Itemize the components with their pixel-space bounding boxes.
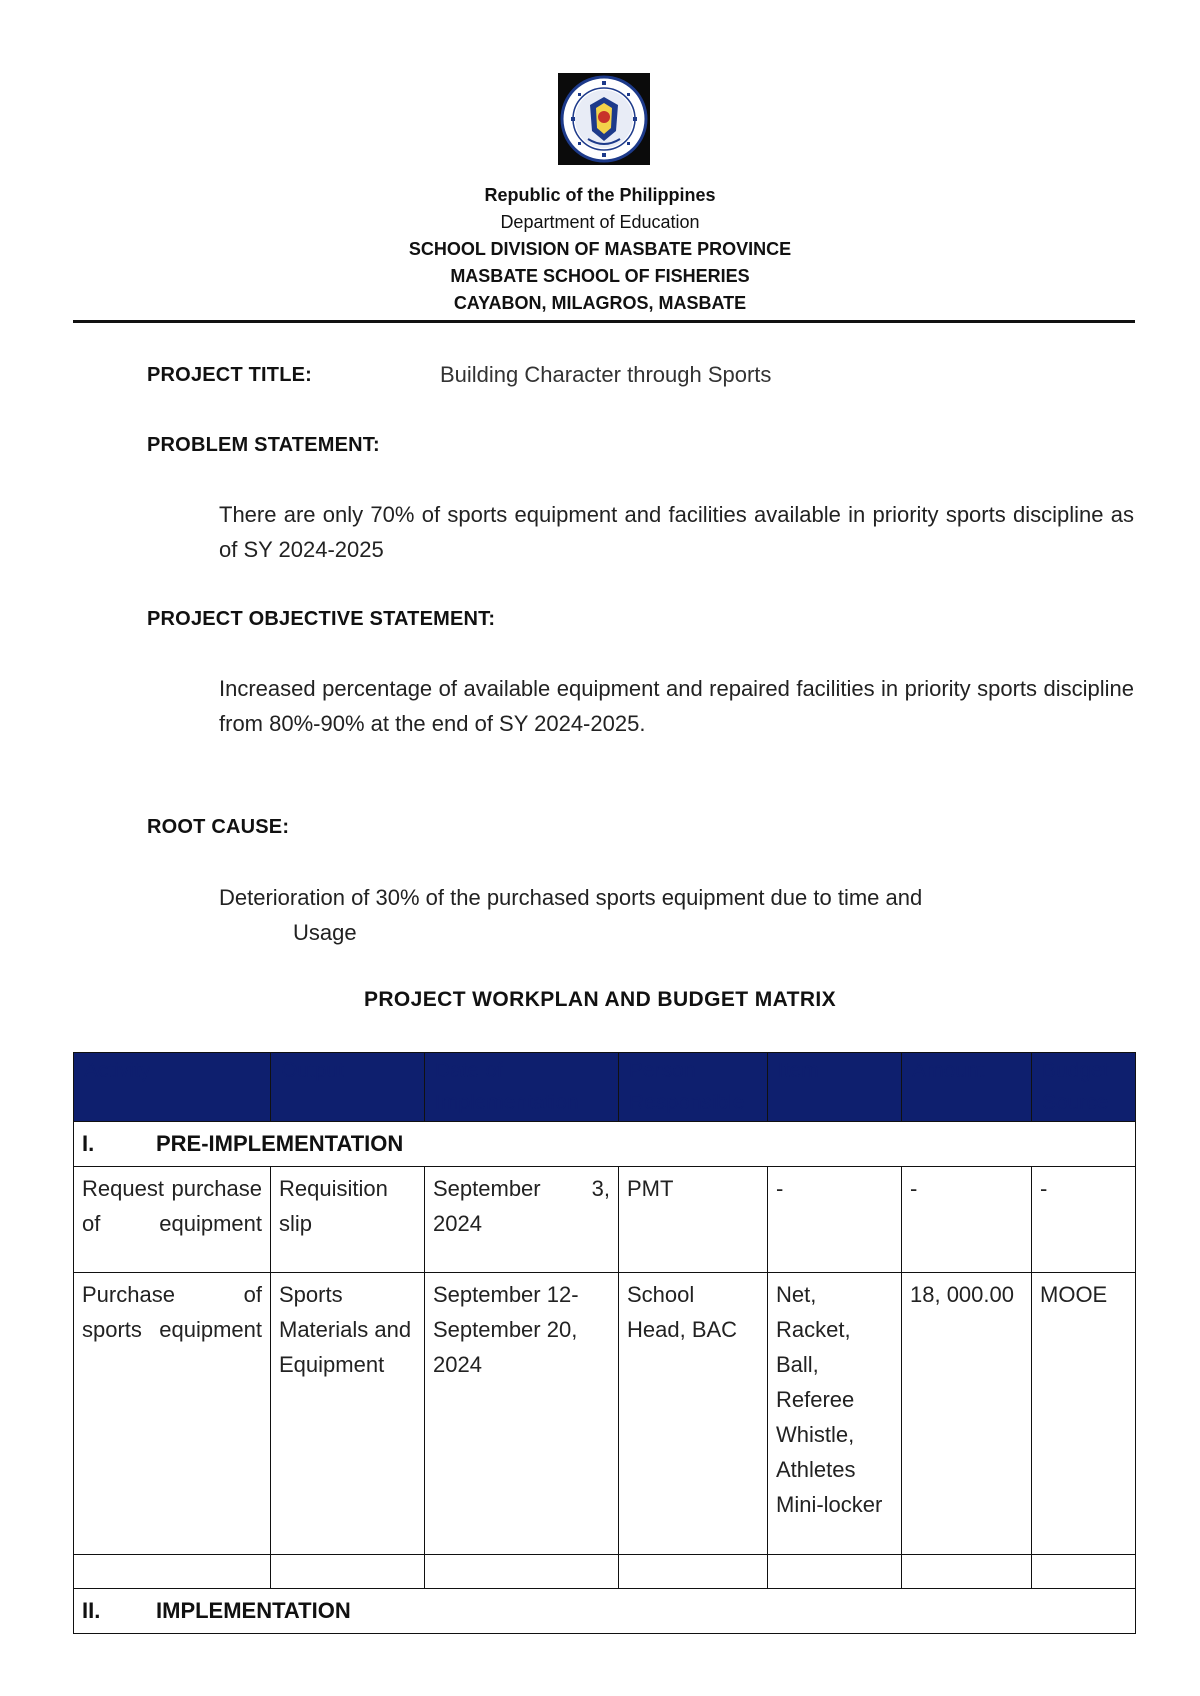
- cell-empty: [74, 1555, 271, 1589]
- root-cause-line1: Deterioration of 30% of the purchased sports equipment due to time and: [219, 885, 923, 910]
- header-country: Republic of the Philippines: [484, 185, 716, 205]
- objective-label: PROJECT OBJECTIVE STATEMENT:: [147, 608, 496, 630]
- section-implementation: [74, 1589, 1136, 1634]
- cell-item: Net, Racket, Ball, Referee Whistle, Athletes Mini-locker: [768, 1273, 902, 1555]
- cell-person: School Head, BAC: [619, 1273, 768, 1555]
- header-department: Department of Education: [500, 212, 700, 232]
- problem-statement-text: There are only 70% of sports equipment and facilities available in priority sports discipline as of SY 2024-2025: [219, 502, 1134, 562]
- section-label: PRE-IMPLEMENTATION: [156, 1131, 404, 1156]
- section-number: II.: [82, 1598, 101, 1623]
- table-row: [74, 1273, 1136, 1555]
- cell-empty: [271, 1555, 425, 1589]
- header-address: CAYABON, MILAGROS, MASBATE: [453, 293, 747, 313]
- project-title-value: Building Character through Sports: [440, 362, 772, 387]
- section-number: I.: [82, 1131, 95, 1156]
- header-person: Person Responsible: [619, 1053, 768, 1122]
- workplan-budget-table: [73, 1052, 1136, 1634]
- cell-item: -: [768, 1167, 902, 1273]
- header-school: MASBATE SCHOOL OF FISHERIES: [450, 266, 750, 286]
- cell-activity: Request purchase of equipment: [74, 1167, 271, 1273]
- matrix-title: PROJECT WORKPLAN AND BUDGET MATRIX: [363, 988, 837, 1011]
- problem-statement-label: PROBLEM STATEMENT:: [147, 434, 380, 456]
- table-header-row: [74, 1053, 1136, 1122]
- root-cause-label: ROOT CAUSE:: [147, 816, 290, 838]
- header-divider: [73, 320, 1135, 323]
- seal-icon: [558, 73, 650, 165]
- document-header: [0, 182, 1200, 317]
- section-row: [74, 1589, 1136, 1634]
- cell-person: PMT: [619, 1167, 768, 1273]
- cell-output: Requisition slip: [271, 1167, 425, 1273]
- cell-activity: Purchase of sports equipment: [74, 1273, 271, 1555]
- section-label: IMPLEMENTATION: [156, 1598, 351, 1623]
- cell-empty: [768, 1555, 902, 1589]
- cell-date: September 3, 2024: [425, 1167, 619, 1273]
- root-cause-text: [219, 880, 1099, 950]
- section-row: [74, 1122, 1136, 1167]
- section-pre-implementation: [74, 1122, 1136, 1167]
- table-row: [74, 1167, 1136, 1273]
- header-item: Item: [768, 1053, 902, 1122]
- header-amount: Amount: [902, 1053, 1032, 1122]
- header-date: Date of Implementation: [425, 1053, 619, 1122]
- deped-seal: [558, 73, 650, 165]
- cell-amount: -: [902, 1167, 1032, 1273]
- cell-amount: 18, 000.00: [902, 1273, 1032, 1555]
- header-division: SCHOOL DIVISION OF MASBATE PROVINCE: [408, 239, 792, 259]
- cell-output: Sports Materials and Equipment: [271, 1273, 425, 1555]
- cell-empty: [425, 1555, 619, 1589]
- project-title-label: PROJECT TITLE:: [147, 364, 313, 386]
- header-output: Output: [271, 1053, 425, 1122]
- cell-source: -: [1032, 1167, 1136, 1273]
- cell-empty: [619, 1555, 768, 1589]
- cell-empty: [1032, 1555, 1136, 1589]
- objective-text: Increased percentage of available equipment and repaired facilities in priority sports discipline from 80%-90% at the end of SY 2024-2025.: [219, 676, 1134, 736]
- cell-source: MOOE: [1032, 1273, 1136, 1555]
- cell-date: September 12-September 20, 2024: [425, 1273, 619, 1555]
- root-cause-line2: Usage: [293, 920, 357, 945]
- table-row-empty: [74, 1555, 1136, 1589]
- cell-empty: [902, 1555, 1032, 1589]
- header-source: Budget Source: [1032, 1053, 1136, 1122]
- header-activity: Activity: [74, 1053, 271, 1122]
